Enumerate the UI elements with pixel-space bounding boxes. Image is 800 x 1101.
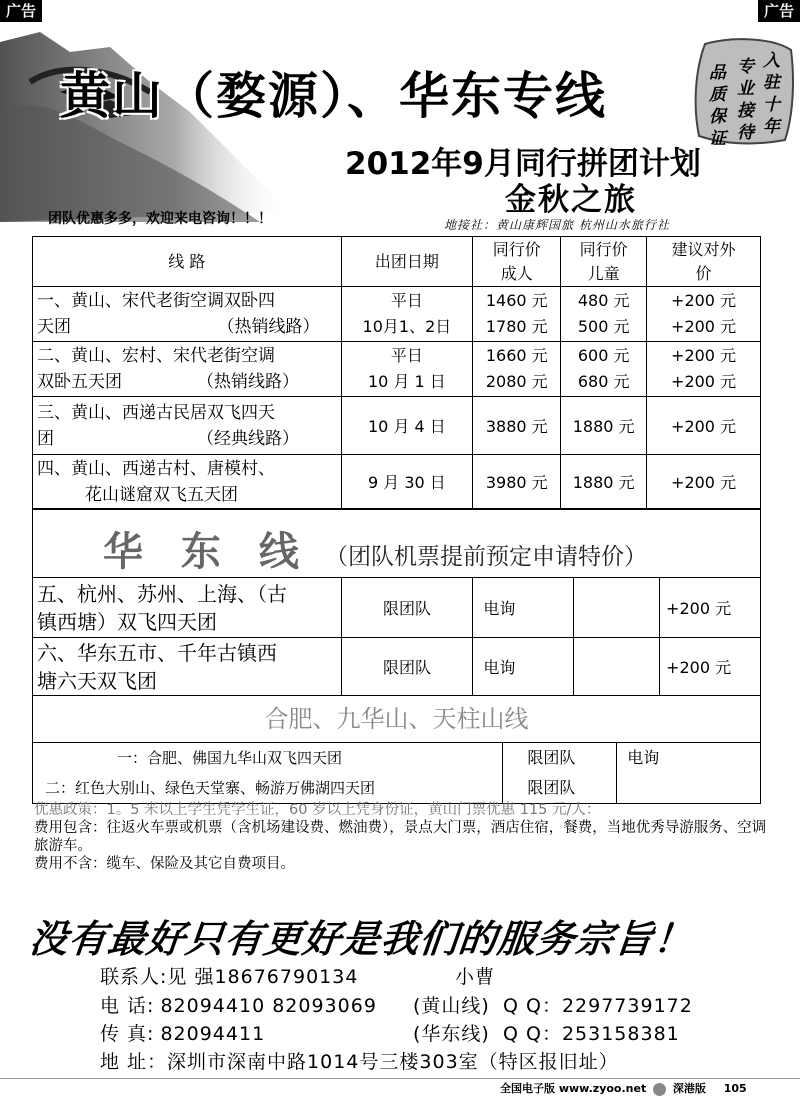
contact-fax: 传 真: 82094411 (100, 1023, 266, 1045)
footer (500, 1080, 747, 1096)
table-row: 五、杭州、苏州、上海、（古 镇西塘）双飞四天团 限团队 电询 +200 元 (33, 578, 761, 638)
hefei-section-heading: 合肥、九华山、天柱山线 (32, 696, 761, 742)
table-row: 一：合肥、佛国九华山双飞四天团 二：红色大别山、绿色天堂寨、畅游万佛湖四天团 限团队 限团队 电询 (33, 743, 761, 804)
svg-text:待: 待 (737, 123, 754, 143)
header-suggest: 建议对外 价 (647, 237, 761, 287)
fee-notes (34, 801, 774, 873)
header-child: 同行价 儿童 (561, 237, 647, 287)
contact-fax-line: (华东线) (413, 1023, 490, 1045)
svg-text:年: 年 (763, 117, 780, 137)
huangshan-route-table (32, 236, 761, 509)
page-number: 105 (723, 1082, 747, 1095)
contact-address: 地 址：深圳市深南中路1014号三楼303室（特区报旧址） (100, 1051, 619, 1073)
svg-text:质: 质 (709, 85, 726, 105)
footer-site: 全国电子版 www.zyoo.net (500, 1082, 647, 1095)
huadong-section-heading: 华 东 线 （团队机票提前预定申请特价） (32, 509, 761, 578)
svg-text:十: 十 (763, 95, 780, 115)
contact-qq-1: Q Q：2297739172 (503, 995, 693, 1017)
ad-tag-right: 广告 (758, 0, 800, 22)
agency-text: 地接社：黄山康辉国旅 杭州山水旅行社 (444, 218, 670, 232)
svg-text:保: 保 (709, 107, 726, 127)
plan-subtitle: 2012年9月同行拼团计划 (345, 146, 701, 182)
theme-subtitle: 金秋之旅 (505, 182, 637, 218)
seal-stamp (693, 36, 795, 146)
page-title: 黄山（婺源）、华东专线 (60, 67, 607, 125)
contact-person: 联系人:见 强18676790134 (100, 966, 359, 988)
svg-text:证: 证 (709, 129, 726, 146)
contact-phone-line: (黄山线) (413, 995, 490, 1017)
hefei-route-table (32, 742, 761, 804)
svg-text:入: 入 (763, 51, 780, 71)
huadong-route-table (32, 577, 761, 696)
svg-text:接: 接 (737, 101, 754, 121)
header-date: 出团日期 (341, 237, 473, 287)
table-row: 六、华东五市、千年古镇西 塘六天双飞团 限团队 电询 +200 元 (33, 638, 761, 696)
fee-included: 费用包含：往返火车票或机票（含机场建设费、燃油费），景点大门票，酒店住宿，餐费，当地优秀导游服务、空调旅游车。 (34, 820, 767, 854)
service-slogan: 没有最好只有更好是我们的服务宗旨！ (27, 917, 695, 961)
contact-phone: 电 话: 82094410 82093069 (100, 995, 377, 1017)
header-route: 线 路 (33, 237, 342, 287)
table-row: 四、黄山、西递古村、唐模村、 花山谜窟双飞五天团 9 月 30 日 3980 元 1880 元 +200 元 (33, 455, 761, 509)
ad-tag-left: 广告 (0, 0, 42, 22)
table-row: 一、黄山、宋代老街空调双卧四 天团 （热销线路） 平日 10月1、2日 1460 元 1780 元 480 元 500 元 +200 元 +200 元 (33, 287, 761, 342)
fee-excluded: 费用不含：缆车、保险及其它自费项目。 (34, 856, 295, 872)
contact-qq-2: Q Q：253158381 (503, 1023, 680, 1045)
edition-badge-icon (653, 1083, 666, 1096)
svg-text:驻: 驻 (763, 73, 780, 93)
svg-text:业: 业 (737, 79, 754, 99)
table-row: 三、黄山、西递古民居双飞四天 团 （经典线路） 10 月 4 日 3880 元 1880 元 +200 元 (33, 397, 761, 455)
discount-policy: 优惠政策：1。5 米以上学生凭学生证，60 岁以上凭身份证，黄山门票优惠 115 元/人： (34, 802, 601, 818)
footer-edition: 深港版 (672, 1082, 706, 1095)
svg-text:专: 专 (737, 57, 754, 77)
contact-person-2: 小曹 (455, 966, 496, 988)
svg-text:品: 品 (709, 63, 726, 83)
header-adult: 同行价 成人 (473, 237, 561, 287)
table-row: 二、黄山、宏村、宋代老街空调 双卧五天团 （热销线路） 平日 10 月 1 日 1660 元 2080 元 600 元 680 元 +200 元 +200 元 (33, 342, 761, 397)
promo-text: 团队优惠多多，欢迎来电咨询！！！ (48, 211, 272, 227)
